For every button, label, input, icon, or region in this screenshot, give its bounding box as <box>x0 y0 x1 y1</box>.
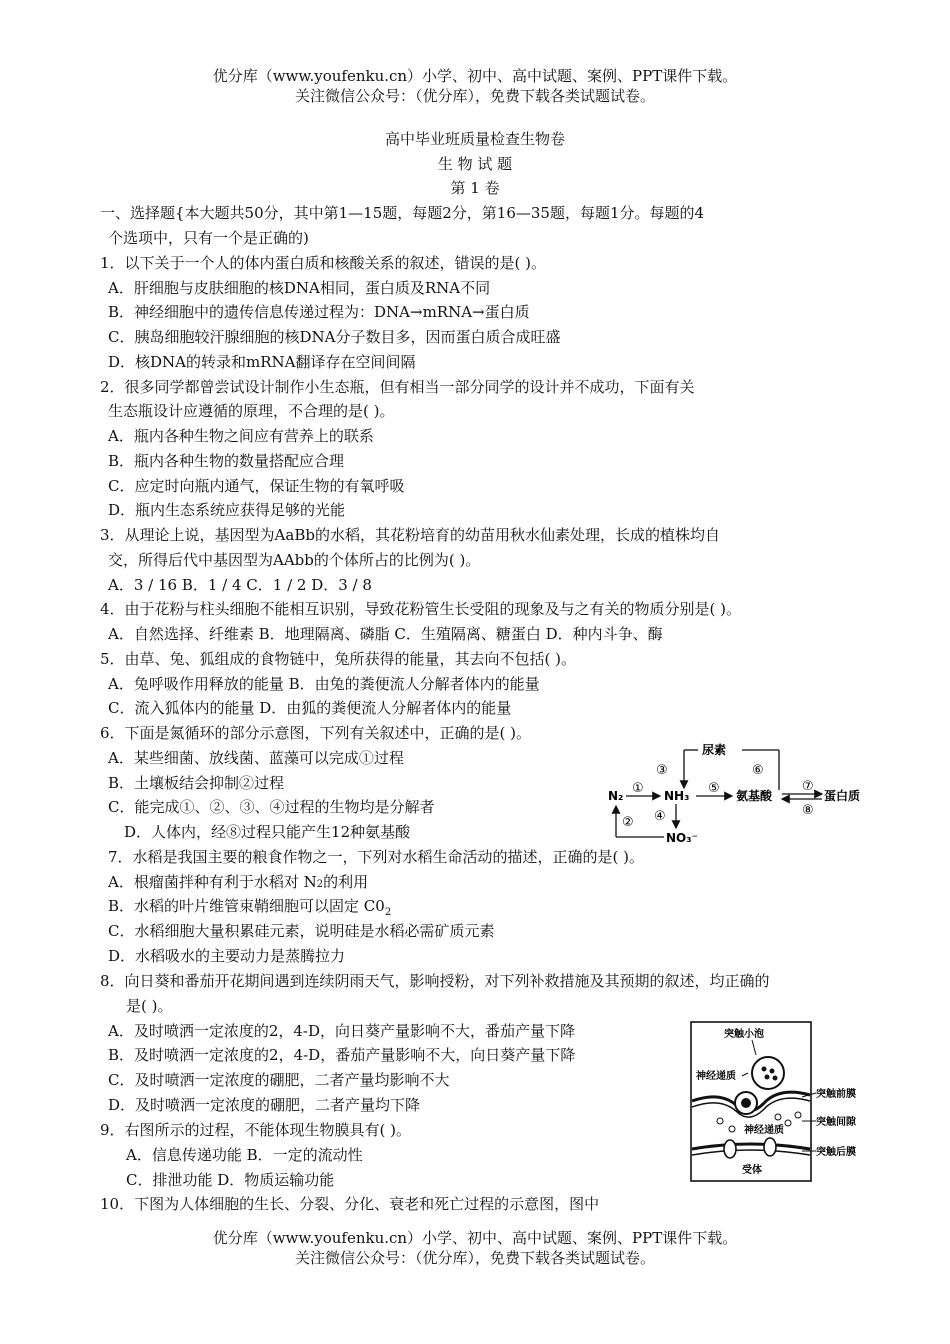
nitrogen-cycle-diagram <box>604 738 864 846</box>
label-7: ⑦ <box>802 779 814 794</box>
q4-options: A．自然选择、纤维素 B．地理隔离、磷脂 C．生殖隔离、糖蛋白 D．种内斗争、酶 <box>108 625 663 643</box>
q6-option-a: A．某些细菌、放线菌、蓝藻可以完成①过程 <box>108 749 404 767</box>
q2-option-b: B．瓶内各种生物的数量搭配应合理 <box>108 452 345 470</box>
transmitter-dot <box>785 1120 791 1126</box>
amino-acid-label: 氨基酸 <box>736 789 773 803</box>
q6-stem: 6．下面是氮循环的部分示意图，下列有关叙述中，正确的是( )。 <box>100 724 532 742</box>
no3-label: NO₃⁻ <box>666 831 698 845</box>
q8-stem-2: 是( )。 <box>126 997 173 1015</box>
vesicle-dot <box>773 1076 778 1081</box>
q6-option-d: D．人体内，经⑧过程只能产生12种氨基酸 <box>124 823 411 841</box>
urea-label: 尿素 <box>702 743 727 757</box>
footer-line-2: 关注微信公众号：（优分库），免费下载各类试题试卷。 <box>294 1249 655 1267</box>
q9-options-cd: C．排泄功能 D．物质运输功能 <box>126 1171 335 1189</box>
receptor-shape <box>724 1140 736 1158</box>
q1-option-a: A．肝细胞与皮肤细胞的核DNA相同，蛋白质及RNA不同 <box>108 279 491 297</box>
label-8: ⑧ <box>802 803 814 818</box>
synapse-diagram <box>690 1021 860 1183</box>
q9-options-ab: A．信息传递功能 B．一定的流动性 <box>126 1146 363 1164</box>
nh3-label: NH₃ <box>664 789 690 803</box>
q7-stem: 7．水稻是我国主要的粮食作物之一，下列对水稻生命活动的描述，正确的是( )。 <box>108 848 645 866</box>
protein-label: 蛋白质 <box>824 789 861 803</box>
label-1: ① <box>632 781 644 796</box>
vesicle-dot <box>762 1067 767 1072</box>
transmitter-dot <box>717 1118 723 1124</box>
q2-option-d: D．瓶内生态系统应获得足够的光能 <box>108 501 346 519</box>
q5-options-ab: A．兔呼吸作用释放的能量 B．由兔的粪便流人分解者体内的能量 <box>108 675 540 693</box>
q9-stem: 9．右图所示的过程，不能体现生物膜具有( )。 <box>100 1121 412 1139</box>
q2-stem-2: 生态瓶设计应遵循的原理，不合理的是( )。 <box>108 402 395 420</box>
q2-stem-1: 2．很多同学都曾尝试设计制作小生态瓶，但有相当一部分同学的设计并不成功，下面有关 <box>100 378 695 396</box>
q3-options: A．3 / 16 B．1 / 4 C．1 / 2 D．3 / 8 <box>108 576 372 594</box>
q3-stem-2: 交，所得后代中基因型为AAbb的个体所占的比例为( )。 <box>108 551 481 569</box>
footer-line-1: 优分库（www.youfenku.cn）小学、初中、高中试题、案例、PPT课件下载。 <box>212 1229 738 1247</box>
transmitter-dot <box>729 1126 735 1132</box>
exam-title: 高中毕业班质量检查生物卷 <box>384 130 565 148</box>
q1-stem: 1．以下关于一个人的体内蛋白质和核酸关系的叙述，错误的是( )。 <box>100 254 547 272</box>
q5-stem: 5．由草、兔、狐组成的食物链中，兔所获得的能量，其去向不包括( )。 <box>100 650 577 668</box>
q7-option-b-text: B．水稻的叶片维管束鞘细胞可以固定 C0 <box>108 897 385 915</box>
q8-stem-1: 8．向日葵和番茄开花期间遇到连续阴雨天气，影响授粉，对下列补救措施及其预期的叙述，均正确的 <box>100 972 770 990</box>
q8-option-a: A．及时喷洒一定浓度的2，4-D，向日葵产量影响不大，番茄产量下降 <box>108 1022 576 1040</box>
exam-subtitle: 生 物 试 题 <box>437 155 513 173</box>
q7-option-b <box>108 896 391 923</box>
q3-stem-1: 3．从理论上说，基因型为AaBb的水稻，其花粉培育的幼苗用秋水仙素处理，长成的植株均自 <box>100 526 720 544</box>
vesicle-dot <box>765 1075 770 1080</box>
transmitter-pointer <box>742 1073 748 1076</box>
transmitter-label: 神经递质 <box>696 1071 736 1082</box>
q10-stem: 10．下图为人体细胞的生长、分裂、分化、衰老和死亡过程的示意图，图中 <box>100 1195 600 1213</box>
q7-option-b-subscript: 2 <box>384 907 392 918</box>
synaptic-vesicle-large <box>752 1057 784 1089</box>
presynaptic-label: 突触前膜 <box>816 1089 856 1100</box>
vesicle-label: 突触小泡 <box>724 1029 764 1040</box>
vesicle-pointer <box>752 1040 756 1055</box>
label-5: ⑤ <box>708 781 720 796</box>
receptor-shape <box>764 1138 776 1156</box>
q1-option-c: C．胰岛细胞较汗腺细胞的核DNA分子数目多，因而蛋白质合成旺盛 <box>108 328 561 346</box>
section-intro-2: 个选项中，只有一个是正确的) <box>108 229 309 247</box>
q7-option-a-subscript: 2 <box>316 879 324 890</box>
q6-option-c: C．能完成①、②、③、④过程的生物均是分解者 <box>108 798 435 816</box>
header-line-1: 优分库（www.youfenku.cn）小学、初中、高中试题、案例、PPT课件下载。 <box>212 67 738 85</box>
q4-stem: 4．由于花粉与柱头细胞不能相互识别，导致花粉管生长受阻的现象及与之有关的物质分别是( )。 <box>100 600 742 618</box>
postsynaptic-membrane-inner <box>692 1150 810 1155</box>
q7-option-a <box>108 872 368 895</box>
q7-option-d: D．水稻吸水的主要动力是蒸腾拉力 <box>108 947 346 965</box>
q8-option-b: B．及时喷洒一定浓度的2，4-D，番茄产量影响不大，向日葵产量下降 <box>108 1046 576 1064</box>
q7-option-a-text: A．根瘤菌拌种有利于水稻对 N <box>108 873 317 891</box>
q8-option-d: D．及时喷洒一定浓度的硼肥，二者产量均下降 <box>108 1096 421 1114</box>
label-6: ⑥ <box>752 763 764 778</box>
fusing-vesicle-core <box>741 1098 751 1108</box>
q1-option-b: B．神经细胞中的遗传信息传递过程为：DNA→mRNA→蛋白质 <box>108 303 530 321</box>
postsynaptic-label: 突触后膜 <box>816 1147 856 1158</box>
n2-label: N₂ <box>608 789 624 803</box>
transmitter-dot <box>795 1112 801 1118</box>
q2-option-a: A．瓶内各种生物之间应有营养上的联系 <box>108 427 374 445</box>
label-2: ② <box>622 815 634 830</box>
q5-options-cd: C．流入狐体内的能量 D．由狐的粪便流人分解者体内的能量 <box>108 699 512 717</box>
volume-label: 第 1 卷 <box>450 179 500 197</box>
postsynaptic-membrane <box>692 1144 810 1149</box>
cleft-label: 突触间隙 <box>816 1117 856 1128</box>
q8-option-c: C．及时喷洒一定浓度的硼肥，二者产量均影响不大 <box>108 1071 450 1089</box>
section-intro-1: 一、选择题{本大题共50分，其中第1—15题，每题2分，第16—35题，每题1分。每题的4 <box>100 204 705 222</box>
q2-option-c: C．应定时向瓶内通气，保证生物的有氧呼吸 <box>108 477 405 495</box>
q7-option-a-text-end: 的利用 <box>323 873 369 891</box>
transmitter-dot <box>775 1114 781 1120</box>
transmitter-label-2: 神经递质 <box>744 1125 784 1136</box>
receptor-label: 受体 <box>742 1165 762 1176</box>
header-line-2: 关注微信公众号：（优分库），免费下载各类试题试卷。 <box>294 87 655 105</box>
vesicle-dot <box>770 1069 775 1074</box>
q6-option-b: B．土壤板结会抑制②过程 <box>108 774 285 792</box>
q1-option-d: D．核DNA的转录和mRNA翻译存在空间间隔 <box>108 353 416 371</box>
label-3: ③ <box>656 763 668 778</box>
q7-option-c: C．水稻细胞大量积累硅元素，说明硅是水稻必需矿质元素 <box>108 922 495 940</box>
label-4: ④ <box>654 809 666 824</box>
